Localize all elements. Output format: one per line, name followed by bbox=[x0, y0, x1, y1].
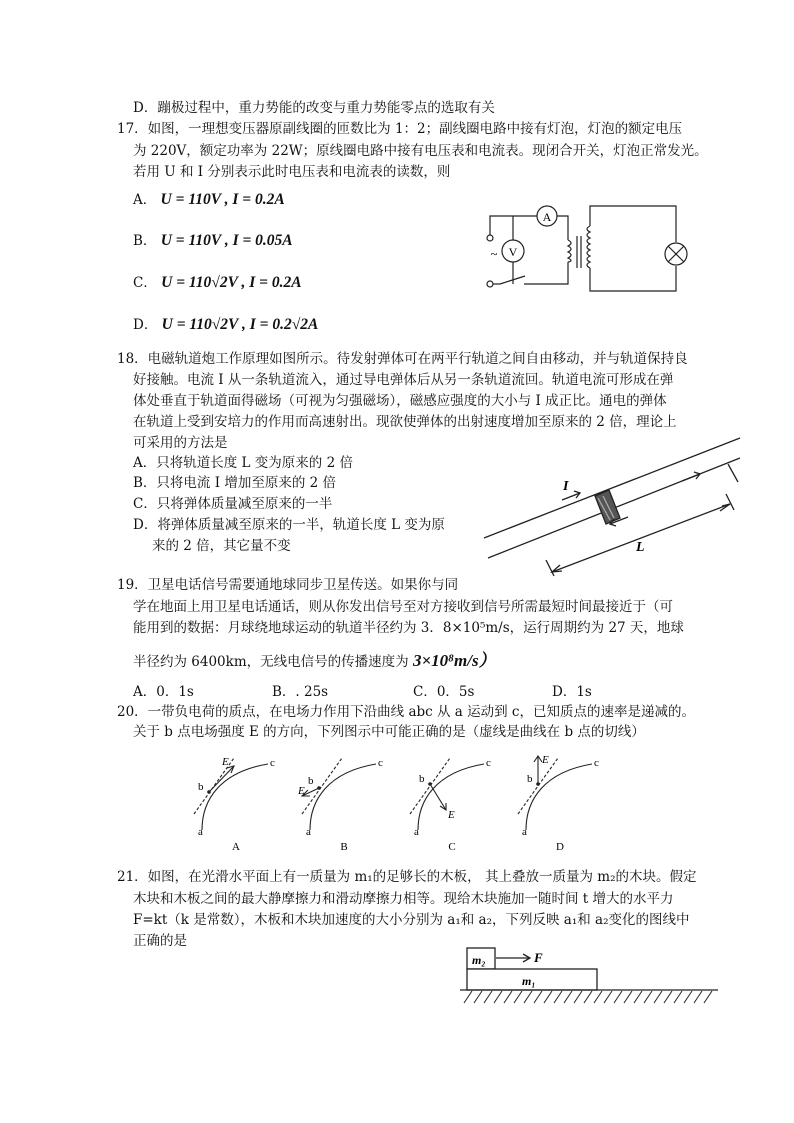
q20-panel-c-label: C bbox=[448, 841, 456, 853]
q21-m1-label: m₁ bbox=[522, 974, 536, 988]
q20b-point-b: b bbox=[308, 775, 314, 787]
q18-option-b: B．只将电流 I 增加至原来的 2 倍 bbox=[133, 475, 337, 491]
q18-length-label: L bbox=[636, 540, 645, 555]
q20d-point-b: b bbox=[527, 773, 533, 785]
q16-option-d: D．蹦极过程中，重力势能的改变与重力势能零点的选取有关 bbox=[133, 100, 495, 116]
q19-line-2: 学在地面上用卫星电话通话，则从你发出信号至对方接收到信号所需最短时间最接近于（可 bbox=[133, 599, 673, 615]
q19-option-d: D．1s bbox=[552, 684, 592, 700]
q20-panel-c bbox=[406, 752, 506, 852]
q20c-point-b: b bbox=[419, 773, 425, 785]
q19-line-1: 19．卫星电话信号需要通地球同步卫星传送。如果你与同 bbox=[117, 577, 459, 593]
q19-speed-value: 3×10⁸m/s） bbox=[412, 651, 496, 670]
q20c-e-label: E bbox=[448, 809, 455, 821]
q18-option-d-cont: 来的 2 倍，其它量不变 bbox=[152, 538, 291, 554]
q17-option-d: D． U = 110√2V , I = 0.2√2A bbox=[133, 316, 319, 333]
q21-line-3: F=kt（k 是常数），木板和木块加速度的大小分别为 a₁和 a₂，下列反映 a₁和 a₂变化的图线中 bbox=[133, 912, 690, 928]
q20-panel-d bbox=[514, 752, 614, 852]
q17-option-b: B． U = 110V , I = 0.05A bbox=[133, 232, 293, 249]
q17-line-3: 若用 U 和 I 分别表示此时电压表和电流表的读数，则 bbox=[133, 164, 451, 180]
q19-option-b: B．. 25s bbox=[272, 684, 329, 700]
q20a-point-c: c bbox=[270, 757, 275, 769]
q21-line-2: 木块和木板之间的最大静摩擦力和滑动摩擦力相等。现给木块施加一随时间 t 增大的水平力 bbox=[133, 891, 674, 907]
q20-panel-a bbox=[190, 752, 290, 852]
q18-option-d: D．将弹体质量减至原来的一半，轨道长度 L 变为原 bbox=[133, 517, 445, 533]
q20d-point-a: a bbox=[522, 826, 527, 838]
q17-option-a: A． U = 110V , I = 0.2A bbox=[133, 191, 285, 208]
q17-transformer-figure bbox=[480, 198, 710, 303]
q18-line-5: 可采用的方法是 bbox=[133, 435, 228, 451]
q19-line-4: 半径约为 6400km，无线电信号的传播速度为 3×10⁸m/s） bbox=[133, 651, 496, 670]
q19-option-a: A．0．1s bbox=[133, 684, 194, 700]
q20-panel-a-label: A bbox=[232, 841, 240, 853]
q21-m2-label: m₂ bbox=[472, 953, 486, 967]
q21-line-1: 21．如图，在光滑水平面上有一质量为 m₁的足够长的木板， 其上叠放一质量为 m₂的木块。假定 bbox=[117, 869, 697, 885]
q20b-point-a: a bbox=[306, 826, 311, 838]
q20-line-2: 关于 b 点电场强度 E 的方向，下列图示中可能正确的是（虚线是曲线在 b 点的切线） bbox=[133, 724, 645, 740]
q18-line-3: 体处垂直于轨道面得磁场（可视为匀强磁场），磁感应强度的大小与 I 成正比。通电的弹体 bbox=[133, 393, 667, 409]
q20d-point-c: c bbox=[594, 757, 599, 769]
q20a-point-b: b bbox=[198, 781, 204, 793]
q17-line-2: 为 220V，额定功率为 22W；原线圈电路中接有电压表和电流表。现闭合开关，灯泡正常发光。 bbox=[133, 143, 708, 159]
q19-option-c: C．0．5s bbox=[413, 684, 475, 700]
q19-line-3: 能用到的数据：月球绕地球运动的轨道半径约为 3．8×10⁵m/s，运行周期约为 27 天，地球 bbox=[133, 620, 684, 636]
q20d-e-label: E bbox=[542, 754, 549, 766]
q18-option-a: A．只将轨道长度 L 变为原来的 2 倍 bbox=[133, 455, 353, 471]
q18-line-1: 18．电磁轨道炮工作原理如图所示。待发射弹体可在两平行轨道之间自由移动，并与轨道保持良 bbox=[117, 351, 688, 367]
q20a-point-a: a bbox=[198, 826, 203, 838]
q20-panel-b bbox=[298, 752, 398, 852]
q20b-point-c: c bbox=[378, 757, 383, 769]
q17-line-1: 17．如图，一理想变压器原副线圈的匝数比为 1：2；副线圈电路中接有灯泡，灯泡的额定电压 bbox=[117, 121, 683, 137]
q17-ammeter-label: A bbox=[542, 210, 552, 224]
q18-railgun-figure bbox=[478, 432, 748, 582]
q21-force-label: F bbox=[534, 950, 543, 965]
q20-panel-d-label: D bbox=[556, 841, 564, 853]
q21-block-figure bbox=[460, 945, 722, 1007]
q20-panel-b-label: B bbox=[340, 841, 348, 853]
q17-option-c: C． U = 110√2V , I = 0.2A bbox=[133, 274, 302, 291]
q21-line-4: 正确的是 bbox=[133, 933, 187, 949]
q20c-point-a: a bbox=[414, 826, 419, 838]
q18-line-2: 好接触。电流 I 从一条轨道流入，通过导电弹体后从另一条轨道流回。轨道电流可形成在弹 bbox=[133, 372, 674, 388]
q18-current-label: I bbox=[563, 479, 569, 494]
q17-voltmeter-label: V bbox=[508, 245, 518, 259]
q18-line-4: 在轨道上受到安培力的作用而高速射出。现欲使弹体的出射速度增加至原来的 2 倍，理论上 bbox=[133, 414, 677, 430]
q18-option-c: C．只将弹体质量减至原来的一半 bbox=[133, 496, 333, 512]
q20c-point-c: c bbox=[486, 757, 491, 769]
q17-source-symbol: ~ bbox=[490, 246, 498, 261]
q20b-e-label: E bbox=[298, 785, 305, 797]
q20-line-1: 20．一带负电荷的质点，在电场力作用下沿曲线 abc 从 a 运动到 c，已知质点的速率是递减的。 bbox=[117, 704, 695, 720]
q20a-e-label: E bbox=[222, 756, 229, 768]
